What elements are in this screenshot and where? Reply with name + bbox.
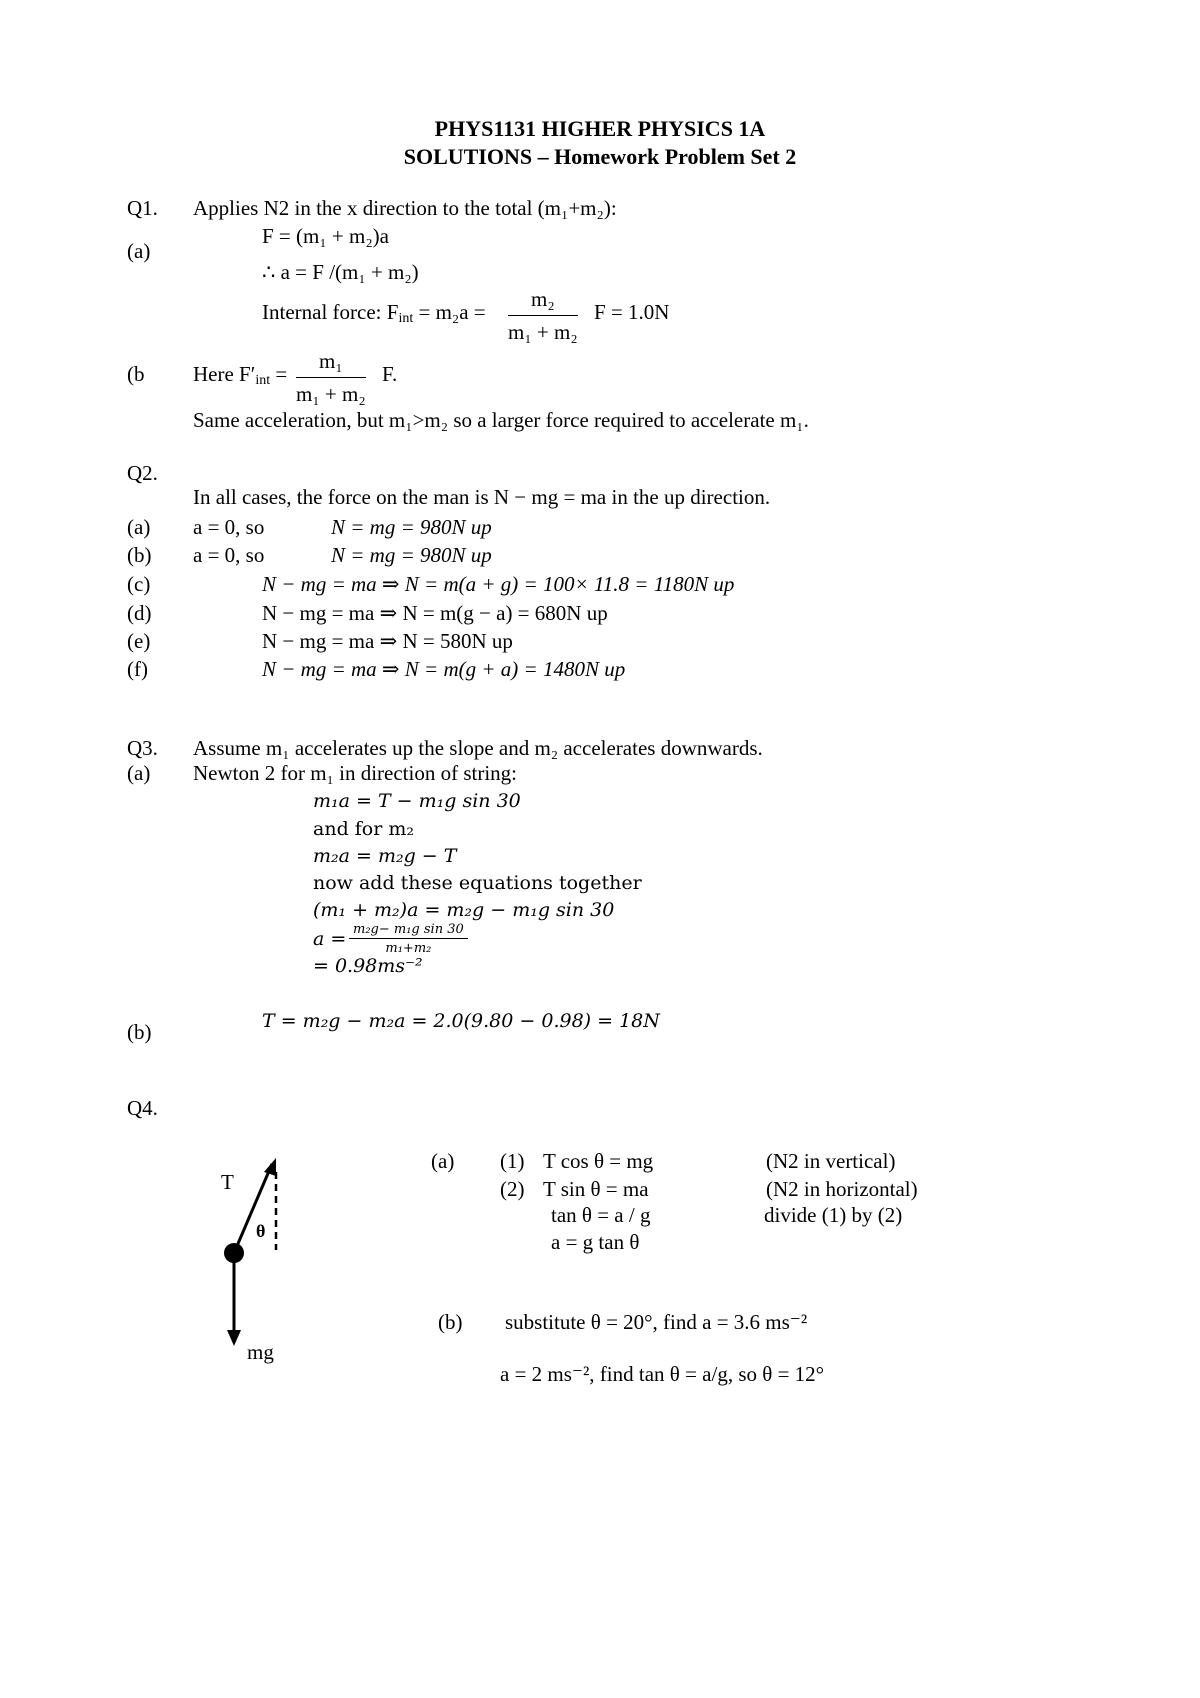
q3-eq-line-2: and for m₂	[313, 818, 414, 840]
q2-row-d-eq: N − mg = ma ⇒ N = m(g − a) = 680N up	[262, 601, 608, 625]
q1-internal-fraction	[508, 287, 578, 345]
q4-row-3-note: divide (1) by (2)	[764, 1203, 903, 1227]
q4-row-2-num: (2)	[500, 1177, 525, 1201]
q2-row-c-label: (c)	[127, 572, 151, 596]
q2-row-a-eq: N = mg = 980N up	[331, 515, 492, 539]
q1-intro: Applies N2 in the x direction to the total (m₁+m₂):	[193, 196, 617, 220]
q3-intro: Assume m₁ accelerates up the slope and m₂ accelerates downwards.	[193, 736, 763, 760]
q2-row-a-cond: a = 0, so	[193, 515, 265, 539]
q3-a-fraction-denominator: m₁+m₂	[385, 941, 432, 956]
q4-row-1-eq: T cos θ = mg	[543, 1149, 654, 1173]
q1-fraction-numerator: m₂	[508, 287, 578, 316]
q4-b-label: (b)	[438, 1310, 463, 1334]
q2-row-a-label: (a)	[127, 515, 151, 539]
q4-a-label: (a)	[431, 1149, 455, 1173]
q2-row-e-eq: N − mg = ma ⇒ N = 580N up	[262, 629, 513, 653]
q1-a-label: (a)	[127, 239, 151, 263]
q1-b-prefix: Here $F'_{int}$ =	[193, 362, 288, 388]
q1-b-fraction-denominator: m₁ + m₂	[296, 382, 366, 406]
q2-intro: In all cases, the force on the man is N − mg = ma in the up direction.	[193, 485, 771, 509]
q2-row-b-eq: N = mg = 980N up	[331, 543, 492, 567]
q3-b-label: (b)	[127, 1020, 152, 1044]
q2-row-b-label: (b)	[127, 543, 152, 567]
q3-b-eq: T = m₂g − m₂a = 2.0(9.80 − 0.98) = 18N	[262, 1010, 660, 1032]
q3-a-result: = 0.98ms⁻²	[313, 955, 423, 977]
q3-a-text: Newton 2 for m₁ in direction of string:	[193, 761, 518, 785]
q3-eq-line-4: now add these equations together	[313, 872, 642, 894]
q2-row-f-eq: N − mg = ma ⇒ N = m(g + a) = 1480N up	[262, 657, 626, 681]
q1-b-fraction	[296, 349, 366, 407]
q1-b-fraction-numerator: m₁	[296, 349, 366, 378]
q2-row-c-eq: N − mg = ma ⇒ N = m(a + g) = 100× 11.8 = 1180N up	[262, 572, 735, 596]
q3-a-eq-prefix: a =	[313, 928, 347, 950]
q3-a-fraction-numerator: m₂g− m₁g sin 30	[349, 922, 468, 939]
q4-row-3-eq: tan θ = a / g	[551, 1203, 651, 1227]
weight-label: mg	[247, 1340, 274, 1364]
q1-b-label: (b	[127, 362, 145, 386]
q1-b-text: Same acceleration, but m₁>m₂ so a larger force required to accelerate m₁.	[193, 408, 809, 432]
q3-label: Q3.	[127, 736, 158, 760]
q4-row-2-eq: T sin θ = ma	[543, 1177, 649, 1201]
q2-row-f-label: (f)	[127, 657, 148, 681]
q4-label: Q4.	[127, 1096, 158, 1120]
q1-eq1: F = (m₁ + m₂)a	[262, 224, 389, 248]
q2-row-d-label: (d)	[127, 601, 152, 625]
q4-row-2-note: (N2 in horizontal)	[766, 1177, 918, 1201]
weight-arrowhead	[227, 1330, 241, 1346]
q1-internal-force: Internal force: $F_{int} = m_2a$ =	[262, 300, 486, 326]
q4-row-1-note: (N2 in vertical)	[766, 1149, 896, 1173]
q1-eq2: ∴ a = F /(m₁ + m₂)	[262, 260, 419, 284]
q4-row-1-num: (1)	[500, 1149, 525, 1173]
q3-a-fraction	[349, 922, 468, 956]
page-subtitle: SOLUTIONS – Homework Problem Set 2	[403, 144, 797, 169]
q3-eq-line-1: m₁a = T − m₁g sin 30	[313, 790, 521, 812]
q3-a-label: (a)	[127, 761, 151, 785]
q1-label: Q1.	[127, 196, 158, 220]
q2-row-e-label: (e)	[127, 629, 151, 653]
q1-fraction-denominator: m₁ + m₂	[508, 320, 578, 344]
page-title: PHYS1131 HIGHER PHYSICS 1A	[434, 116, 766, 141]
q2-label: Q2.	[127, 461, 158, 485]
tension-label: T	[221, 1170, 234, 1194]
q3-eq-line-5: (m₁ + m₂)a = m₂g − m₁g sin 30	[313, 899, 615, 921]
q1-b-suffix: F.	[382, 362, 398, 386]
q3-eq-line-3: m₂a = m₂g − T	[313, 845, 457, 867]
q4-b-line-2: a = 2 ms⁻², find tan θ = a/g, so θ = 12°	[500, 1362, 825, 1386]
q2-row-b-cond: a = 0, so	[193, 543, 265, 567]
tension-vector	[234, 1164, 272, 1253]
q4-b-line-1: substitute θ = 20°, find a = 3.6 ms⁻²	[505, 1310, 808, 1334]
q4-row-4-eq: a = g tan θ	[551, 1230, 640, 1254]
angle-label: θ	[256, 1221, 266, 1241]
q1-internal-result: F = 1.0N	[594, 300, 670, 324]
tension-arrowhead	[264, 1158, 276, 1176]
